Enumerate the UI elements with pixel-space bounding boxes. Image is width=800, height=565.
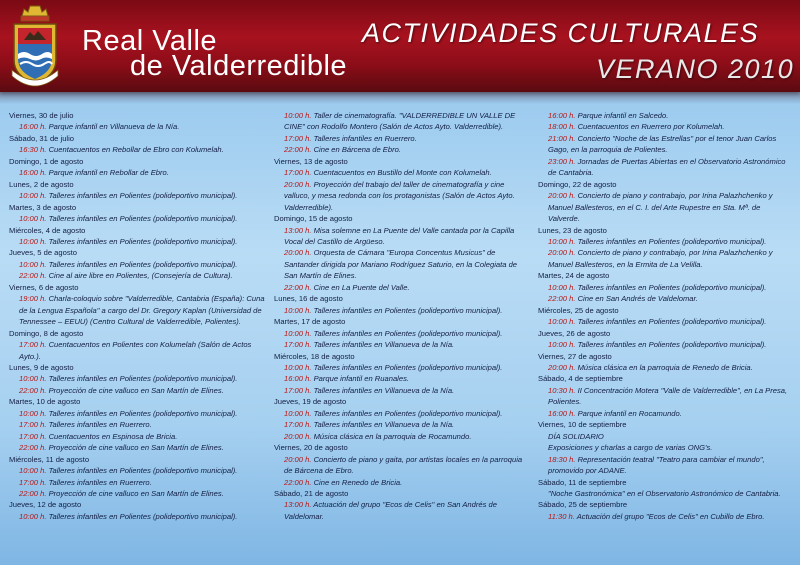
event-description: Exposiciones y charlas a cargo de varias ONG's. xyxy=(548,443,713,453)
event-time: 16:00 h. xyxy=(19,168,47,178)
event-item xyxy=(9,121,267,132)
organization-name-line1: Real Valle xyxy=(82,25,218,57)
event-item xyxy=(538,339,794,350)
event-item xyxy=(274,247,526,281)
day-heading: Jueves, 26 de agosto xyxy=(538,328,611,338)
day-heading: Sábado, 31 de julio xyxy=(9,133,75,143)
event-description: Talleres infantiles en Polientes (polideportivo municipal). xyxy=(48,236,238,246)
day-heading: Martes, 3 de agosto xyxy=(9,202,77,212)
event-description: Talleres infantiles en Ruerrero. xyxy=(48,477,152,487)
event-description: Talleres infantiles en Polientes (polideportivo municipal). xyxy=(48,511,238,521)
event-time: 17:00 h. xyxy=(284,168,312,178)
event-item xyxy=(538,133,794,156)
event-time: 13:00 h. xyxy=(284,500,312,510)
event-item xyxy=(9,442,267,453)
event-time: 20:00 h. xyxy=(548,191,576,201)
event-description: Cine en Renedo de Bricia. xyxy=(313,477,403,487)
event-time: 22:00 h. xyxy=(19,443,47,453)
event-item xyxy=(274,339,526,350)
event-item xyxy=(9,190,267,201)
event-time: 10:00 h. xyxy=(19,408,47,418)
day-heading: Lunes, 16 de agosto xyxy=(274,294,343,304)
event-description: Talleres infantiles en Ruerrero. xyxy=(48,420,152,430)
event-item xyxy=(538,236,794,247)
event-item xyxy=(538,362,794,373)
event-item xyxy=(9,259,267,270)
event-description: Parque infantil en Ruanales. xyxy=(313,374,409,384)
event-item xyxy=(274,408,526,419)
event-time: 10:00 h. xyxy=(548,317,576,327)
event-item xyxy=(274,110,526,133)
day-heading: Viernes, 20 de agosto xyxy=(274,443,348,453)
event-description: Música clásica en la parroquia de Rocamundo. xyxy=(313,431,472,441)
day-heading: Miércoles, 25 de agosto xyxy=(538,305,619,315)
event-description: Proyección de cine valluco en San Martín de Elines. xyxy=(48,385,224,395)
event-item xyxy=(274,225,526,248)
header-shadow xyxy=(0,92,800,104)
event-item xyxy=(9,419,267,430)
event-item xyxy=(538,156,794,179)
event-item xyxy=(274,328,526,339)
day-heading: Jueves, 12 de agosto xyxy=(9,500,82,510)
poster-subtitle: VERANO 2010 xyxy=(596,54,795,84)
event-time: 10:00 h. xyxy=(19,191,47,201)
event-description: Parque infantil en Villanueva de la Nía. xyxy=(48,122,180,132)
event-time: 23:00 h. xyxy=(548,156,576,166)
event-description: Cine en San Andrés de Valdelomar. xyxy=(577,294,698,304)
event-description: Representación teatral "Teatro para cambiar el mundo", promovido por ADANE. xyxy=(548,454,765,476)
event-description: Talleres infantiles en Polientes (polideportivo municipal). xyxy=(313,408,503,418)
event-description: Concierto de piano y contrabajo, por Irina Palazhchenko y Manuel Ballesteros, en el C. I. del Arte Rupestre en Sta. Mª. de Valverde. xyxy=(548,191,773,224)
event-description: Taller de cinematografía. "VALDERREDIBLE UN VALLE DE CINE" con Rodolfo Montero (Salón de Actos Ayto. Valderredible). xyxy=(284,111,516,132)
event-item xyxy=(9,167,267,178)
event-time: 22:00 h. xyxy=(284,145,312,155)
event-time: 10:00 h. xyxy=(284,328,312,338)
event-item xyxy=(9,270,267,281)
event-description: Talleres infantiles en Polientes (polideportivo municipal). xyxy=(48,259,238,269)
event-description: Talleres infantiles en Polientes (polideportivo municipal). xyxy=(577,340,767,350)
schedule-column-1 xyxy=(9,110,267,522)
event-time: 20:00 h. xyxy=(548,248,576,258)
event-time: 10:00 h. xyxy=(19,214,47,224)
event-description: Talleres infantiles en Polientes (polideportivo municipal). xyxy=(313,362,503,372)
event-description: Talleres infantiles en Polientes (polideportivo municipal). xyxy=(48,214,238,224)
event-time: 10:00 h. xyxy=(284,408,312,418)
event-description: Concierto "Noche de las Estrellas" por el tenor Juan Carlos Gago, en la parroquia de Polientes. xyxy=(548,133,777,155)
day-heading: Jueves, 19 de agosto xyxy=(274,397,347,407)
event-description: Misa solemne en La Puente del Valle cantada por la Capilla Vocal del Castillo de Argüeso. xyxy=(284,225,515,246)
event-time: 18:30 h. xyxy=(548,454,576,464)
event-description: Proyección de cine valluco en San Martín de Elines. xyxy=(48,443,224,453)
event-time: 17:00 h. xyxy=(284,133,312,143)
event-time: 20:00 h. xyxy=(284,431,312,441)
event-time: 19:00 h. xyxy=(19,294,47,304)
event-description: Talleres infantiles en Polientes (polideportivo municipal). xyxy=(48,374,238,384)
event-description: Talleres infantiles en Villanueva de la Nía. xyxy=(313,340,455,350)
event-description: Talleres infantiles en Polientes (polideportivo municipal). xyxy=(48,408,238,418)
event-time: 17:00 h. xyxy=(284,420,312,430)
event-time: 10:00 h. xyxy=(19,374,47,384)
coat-of-arms-icon xyxy=(8,4,62,88)
day-heading: Viernes, 30 de julio xyxy=(9,111,74,120)
event-time: 21:00 h. xyxy=(548,133,576,143)
day-heading: Sábado, 25 de septiembre xyxy=(538,500,628,510)
event-description: DÍA SOLIDARIO xyxy=(548,431,604,441)
event-item xyxy=(538,431,794,442)
day-heading: Miércoles, 18 de agosto xyxy=(274,351,355,361)
day-heading: Miércoles, 11 de agosto xyxy=(9,454,90,464)
event-item xyxy=(274,144,526,155)
event-item xyxy=(9,373,267,384)
event-time: 17:00 h. xyxy=(284,385,312,395)
event-description: Talleres infantiles en Polientes (polideportivo municipal). xyxy=(577,317,767,327)
event-item xyxy=(274,419,526,430)
event-description: II Concentración Motera "Valle de Valderredible", en La Presa, Polientes. xyxy=(548,385,788,407)
event-item xyxy=(274,454,526,477)
event-item xyxy=(9,144,267,155)
day-heading: Jueves, 5 de agosto xyxy=(9,248,77,258)
event-item xyxy=(274,133,526,144)
event-item xyxy=(274,477,526,488)
event-time: 10:00 h. xyxy=(548,340,576,350)
day-heading: Martes, 17 de agosto xyxy=(274,317,346,327)
organization-name-line2: de Valderredible xyxy=(130,50,348,82)
event-description: Cuentacuentos en Espinosa de Bricia. xyxy=(48,431,178,441)
event-item xyxy=(9,431,267,442)
event-description: Talleres infantiles en Villanueva de la Nía. xyxy=(313,420,455,430)
event-item xyxy=(538,511,794,522)
event-time: 10:00 h. xyxy=(19,466,47,476)
event-time: 17:00 h. xyxy=(19,477,47,487)
event-description: Actuación del grupo "Ecos de Celis" en Cubillo de Ebro. xyxy=(576,511,765,521)
day-heading: Viernes, 13 de agosto xyxy=(274,156,348,166)
event-time: 16:30 h. xyxy=(19,145,47,155)
header-banner xyxy=(0,0,800,92)
event-description: Talleres infantiles en Polientes (polideportivo municipal). xyxy=(577,282,767,292)
event-time: 10:00 h. xyxy=(19,511,47,521)
event-description: Música clásica en la parroquia de Renedo de Bricia. xyxy=(577,362,753,372)
event-time: 17:00 h. xyxy=(19,420,47,430)
event-time: 10:00 h. xyxy=(548,282,576,292)
event-description: Talleres infantiles en Polientes (polideportivo municipal). xyxy=(577,236,767,246)
day-heading: Sábado, 21 de agosto xyxy=(274,488,349,498)
event-item xyxy=(538,190,794,224)
event-time: 22:00 h. xyxy=(19,271,47,281)
event-description: Talleres infantiles en Polientes (polideportivo municipal). xyxy=(48,466,238,476)
event-time: 16:00 h. xyxy=(284,374,312,384)
event-item xyxy=(9,408,267,419)
event-time: 22:00 h. xyxy=(284,477,312,487)
event-description: Cuentacuentos en Bustillo del Monte con Kolumelah. xyxy=(313,168,492,178)
event-item xyxy=(9,236,267,247)
event-item xyxy=(9,511,267,522)
schedule-column-2 xyxy=(274,110,526,522)
event-item xyxy=(9,465,267,476)
event-item xyxy=(538,247,794,270)
event-item xyxy=(538,293,794,304)
schedule-column-3 xyxy=(538,110,794,522)
event-description: Talleres infantiles en Polientes (polideportivo municipal). xyxy=(48,191,238,201)
event-time: 11:30 h. xyxy=(548,511,575,521)
event-time: 20:00 h. xyxy=(284,179,312,189)
event-item xyxy=(274,431,526,442)
event-description: Cuentacuentos en Polientes con Kolumelah (Salón de Actos Ayto.). xyxy=(19,340,252,361)
event-time: 22:00 h. xyxy=(19,385,47,395)
day-heading: Lunes, 23 de agosto xyxy=(538,225,607,235)
day-heading: Lunes, 2 de agosto xyxy=(9,179,74,189)
event-item xyxy=(538,110,794,121)
event-description: Talleres infantiles en Polientes (polideportivo municipal). xyxy=(313,328,503,338)
event-time: 17:00 h. xyxy=(19,431,47,441)
event-description: Cuentacuentos en Ruerrero por Kolumelah. xyxy=(577,122,725,132)
event-item xyxy=(274,373,526,384)
event-description: Cine al aire libre en Polientes, (Consejería de Cultura). xyxy=(48,271,233,281)
event-description: Concierto de piano y gaita, por artistas locales en la parroquia de Bárcena de Ebro. xyxy=(284,454,523,476)
event-item xyxy=(274,499,526,522)
event-item xyxy=(274,362,526,373)
event-item xyxy=(538,385,794,408)
day-heading: Martes, 24 de agosto xyxy=(538,271,610,281)
event-item xyxy=(9,293,267,327)
event-time: 20:00 h. xyxy=(284,454,312,464)
event-time: 17:00 h. xyxy=(19,340,47,350)
event-time: 13:00 h. xyxy=(284,225,312,235)
event-item xyxy=(274,167,526,178)
day-heading: Domingo, 15 de agosto xyxy=(274,214,353,224)
event-item xyxy=(274,385,526,396)
event-item xyxy=(538,442,794,453)
event-description: Cuentacuentos en Rebollar de Ebro con Kolumelah. xyxy=(48,145,224,155)
day-heading: Sábado, 11 de septiembre xyxy=(538,477,627,487)
poster-title: ACTIVIDADES CULTURALES xyxy=(362,18,760,48)
event-time: 22:00 h. xyxy=(19,488,47,498)
event-description: Charla-coloquio sobre "Valderredible, Cantabria (España): Cuna de la Lengua Española" a cargo del Dr. Gregory Kaplan (Universidad de Tennessee – EEUU) (Centro Cultural de Valderredible, Polientes). xyxy=(19,294,265,327)
event-time: 10:00 h. xyxy=(19,236,47,246)
event-item xyxy=(538,121,794,132)
event-description: Concierto de piano y contrabajo, por Irina Palazhchenko y Manuel Ballesteros, en la Ermita de La Velilla. xyxy=(548,248,773,269)
event-item xyxy=(538,316,794,327)
event-item xyxy=(274,282,526,293)
event-description: Parque infantil en Rocamundo. xyxy=(577,408,682,418)
event-time: 16:00 h. xyxy=(548,111,576,120)
event-description: Jornadas de Puertas Abiertas en el Observatorio Astronómico de Cantabria. xyxy=(548,156,786,178)
event-time: 10:00 h. xyxy=(284,362,312,372)
event-item xyxy=(9,213,267,224)
event-time: 10:30 h. xyxy=(548,385,576,395)
event-item xyxy=(274,179,526,213)
event-item xyxy=(538,454,794,477)
day-heading: Martes, 10 de agosto xyxy=(9,397,81,407)
event-time: 10:00 h. xyxy=(284,111,312,120)
event-description: Talleres infantiles en Villanueva de la Nía. xyxy=(313,385,455,395)
event-description: Parque infantil en Salcedo. xyxy=(577,111,669,120)
event-description: Talleres infantiles en Ruerrero. xyxy=(313,133,417,143)
event-description: Parque infantil en Rebollar de Ebro. xyxy=(48,168,169,178)
event-time: 10:00 h. xyxy=(548,236,576,246)
event-time: 22:00 h. xyxy=(284,282,312,292)
day-heading: Lunes, 9 de agosto xyxy=(9,362,74,372)
event-time: 20:00 h. xyxy=(284,248,312,258)
event-description: Cine en La Puente del Valle. xyxy=(313,282,410,292)
event-time: 10:00 h. xyxy=(284,305,312,315)
event-item xyxy=(274,305,526,316)
event-time: 17:00 h. xyxy=(284,340,312,350)
event-item xyxy=(538,488,794,499)
event-time: 16:00 h. xyxy=(19,122,47,132)
day-heading: Viernes, 6 de agosto xyxy=(9,282,79,292)
event-item xyxy=(9,339,267,362)
day-heading: Domingo, 8 de agosto xyxy=(9,328,84,338)
event-time: 18:00 h. xyxy=(548,122,576,132)
day-heading: Domingo, 22 de agosto xyxy=(538,179,617,189)
event-description: Orquesta de Cámara "Europa Concentus Musicus" de Santander dirigida por Mariano Rodríguez Saturio, en la Colegiata de San Martín de Elines. xyxy=(284,248,518,281)
day-heading: Domingo, 1 de agosto xyxy=(9,156,84,166)
event-description: Actuación del grupo "Ecos de Celis" en San Andrés de Valdelomar. xyxy=(284,500,497,521)
event-description: Proyección de cine valluco en San Martín de Elines. xyxy=(48,488,224,498)
event-item xyxy=(538,282,794,293)
day-heading: Miércoles, 4 de agosto xyxy=(9,225,86,235)
day-heading: Viernes, 27 de agosto xyxy=(538,351,612,361)
event-time: 16:00 h. xyxy=(548,408,576,418)
event-item xyxy=(9,385,267,396)
event-item xyxy=(9,477,267,488)
event-time: 10:00 h. xyxy=(19,259,47,269)
event-description: Cine en Bárcena de Ebro. xyxy=(313,145,401,155)
event-time: 20:00 h. xyxy=(548,362,576,372)
event-description: "Noche Gastronómica" en el Observatorio Astronómico de Cantabria. xyxy=(548,488,781,498)
event-description: Proyección del trabajo del taller de cinematografía y cine valluco, y mesa redonda con los protagonistas (Salón de Actos Ayto. Valderredible). xyxy=(284,179,515,212)
event-time: 22:00 h. xyxy=(548,294,576,304)
event-description: Talleres infantiles en Polientes (polideportivo municipal). xyxy=(313,305,503,315)
event-item xyxy=(9,488,267,499)
event-item xyxy=(538,408,794,419)
day-heading: Viernes, 10 de septiembre xyxy=(538,420,627,430)
day-heading: Sábado, 4 de septiembre xyxy=(538,374,623,384)
